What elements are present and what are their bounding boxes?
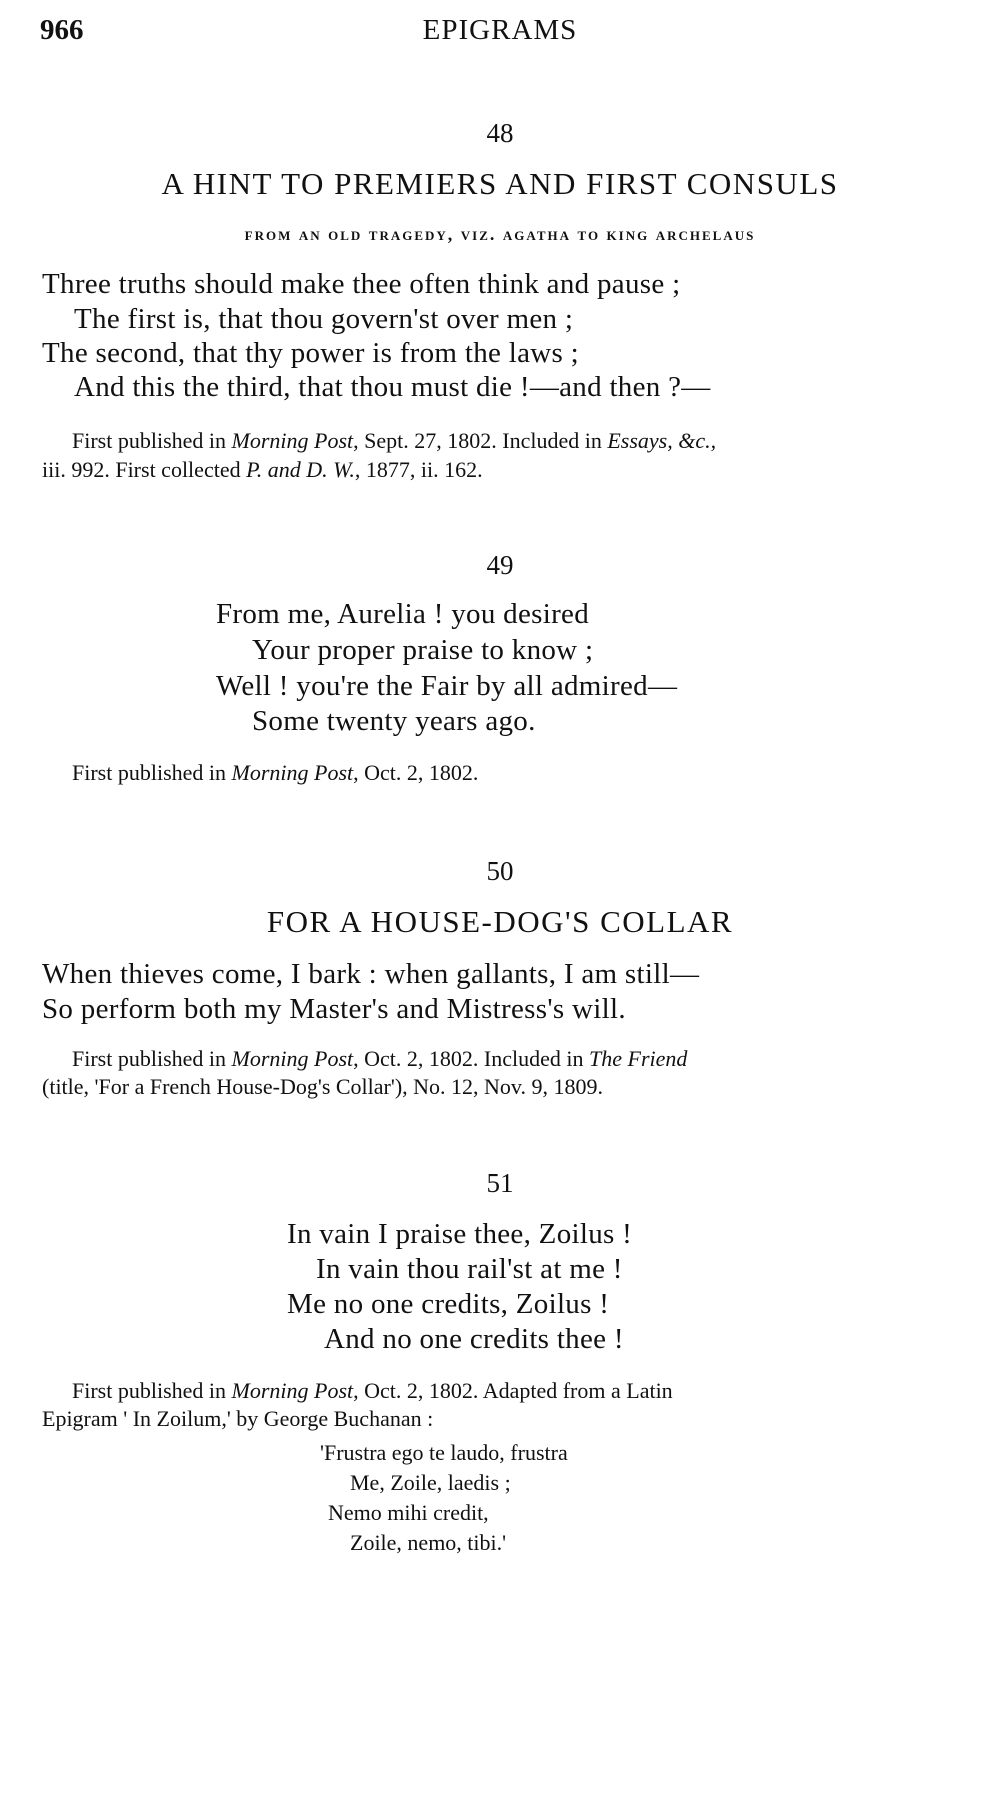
verse-line: In vain I praise thee, Zoilus ! [287,1218,633,1250]
verse-line: So perform both my Master's and Mistress's will. [42,993,626,1025]
publication-note: First published in Morning Post, Oct. 2, 1802. Adapted from a Latin [72,1378,673,1403]
poem-title: FOR A HOUSE-DOG'S COLLAR [266,904,734,939]
verse-line: Some twenty years ago. [252,705,536,737]
verse-line: From me, Aurelia ! you desired [216,598,590,630]
running-title: EPIGRAMS [422,14,578,46]
poem-number: 50 [486,856,514,886]
verse-line: When thieves come, I bark : when gallants, I am still— [42,958,700,990]
verse-line: And this the third, that thou must die !—and then ?— [74,371,711,403]
publication-note: Epigram ' In Zoilum,' by George Buchanan : [42,1406,434,1431]
publication-note: iii. 992. First collected P. and D. W., 1877, ii. 162. [42,457,483,482]
poem-number: 51 [486,1168,514,1198]
publication-note: First published in Morning Post, Sept. 27, 1802. Included in Essays, &c., [72,428,717,453]
verse-line: In vain thou rail'st at me ! [316,1253,623,1285]
latin-quote-line: Nemo mihi credit, [328,1500,489,1525]
poem-subtitle: from an old tragedy, viz. agatha to king archelaus [244,224,756,244]
latin-quote-line: 'Frustra ego te laudo, frustra [320,1440,568,1465]
latin-quote-line: Me, Zoile, laedis ; [350,1470,511,1495]
publication-note: (title, 'For a French House-Dog's Collar'), No. 12, Nov. 9, 1809. [42,1074,603,1099]
poem-number: 49 [486,550,514,580]
page-number: 966 [40,14,84,46]
publication-note: First published in Morning Post, Oct. 2, 1802. Included in The Friend [72,1046,688,1071]
verse-line: The first is, that thou govern'st over men ; [74,303,574,335]
verse-line: And no one credits thee ! [324,1323,624,1355]
poem-title: A HINT TO PREMIERS AND FIRST CONSULS [161,166,839,201]
poem-number: 48 [486,118,514,148]
publication-note: First published in Morning Post, Oct. 2, 1802. [72,760,479,785]
verse-line: Your proper praise to know ; [252,634,594,666]
verse-line: Me no one credits, Zoilus ! [287,1288,610,1320]
verse-line: Three truths should make thee often think and pause ; [42,268,681,300]
verse-line: The second, that thy power is from the laws ; [42,337,579,369]
latin-quote-line: Zoile, nemo, tibi.' [350,1530,507,1555]
verse-line: Well ! you're the Fair by all admired— [216,670,678,702]
